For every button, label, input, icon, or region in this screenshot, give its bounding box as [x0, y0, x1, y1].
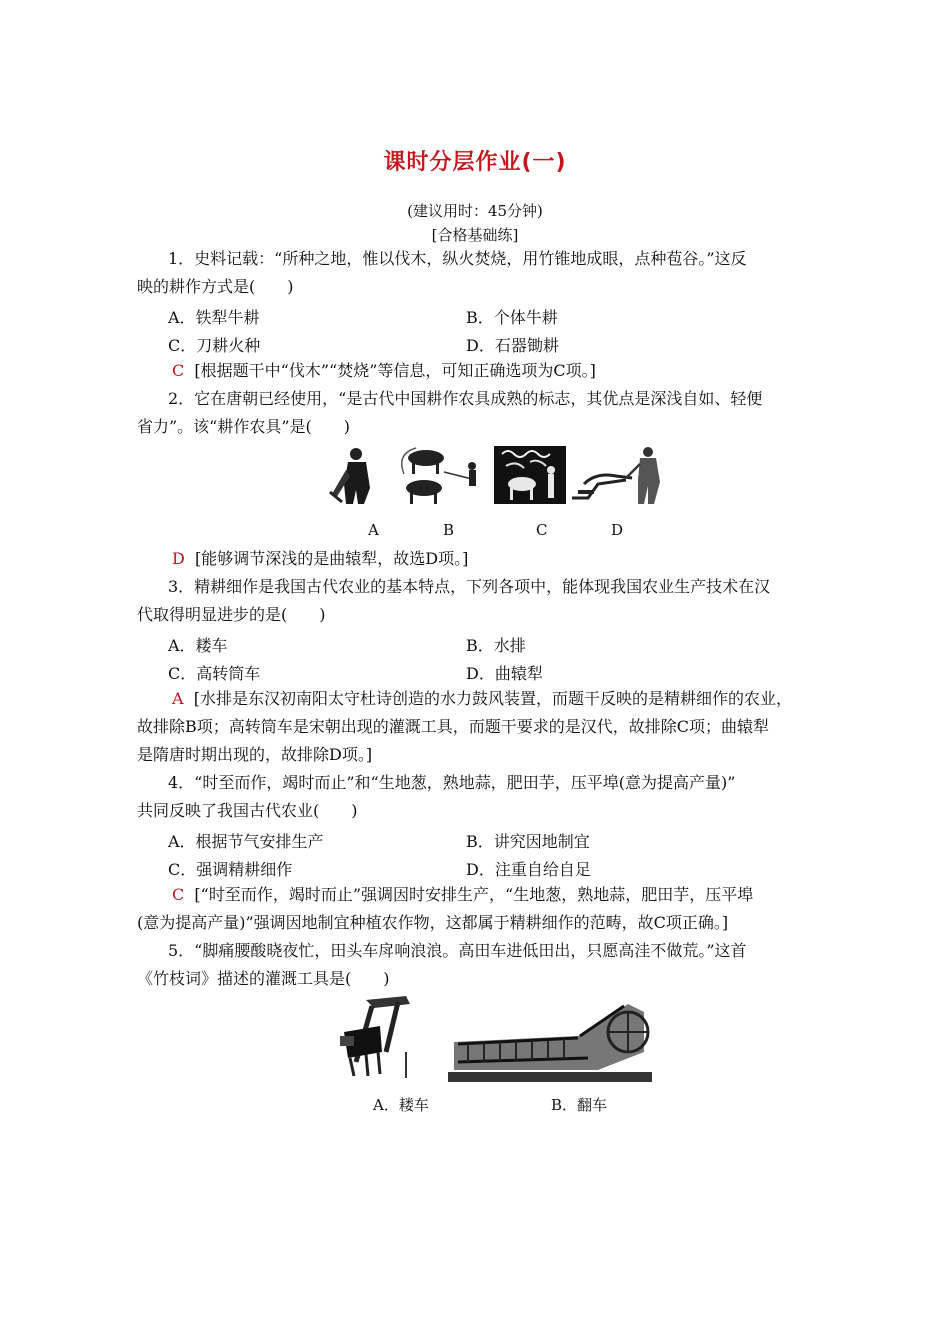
- q4-explanation-line2: (意为提高产量)”强调因地制宜种植农作物，这都属于精耕细作的范畴，故C项正确。]: [137, 913, 729, 932]
- q2-answer: D: [172, 549, 185, 568]
- section-heading: [合格基础练]: [431, 226, 519, 244]
- q2-label-c: C: [536, 521, 548, 539]
- q3-explanation-line2: 故排除B项；高转筒车是宋朝出现的灌溉工具，而题干要求的是汉代，故排除C项；曲辕犁: [137, 717, 770, 736]
- q3-answer: A: [172, 689, 184, 708]
- q3-explanation-line3: 是隋唐时期出现的，故排除D项。]: [137, 745, 373, 764]
- q1-option-d: D．石器锄耕: [466, 336, 559, 355]
- q3-option-a: A．耧车: [168, 636, 228, 655]
- q4-stem-line1: 4．“时至而作，竭时而止”和“生地葱，熟地蒜，肥田芋，压平埠(意为提高产量)”: [168, 773, 736, 792]
- q2-stem-line2: 省力”。该“耕作农具”是( ): [137, 417, 351, 436]
- q2-label-a: A: [368, 521, 379, 539]
- q5-figure-a-seed-drill: [336, 992, 418, 1082]
- q1-option-b: B．个体牛耕: [466, 308, 558, 327]
- q2-figure-a: [330, 448, 370, 504]
- q2-stem-line1: 2．它在唐朝已经使用，“是古代中国耕作农具成熟的标志，其优点是深浅自如、轻便: [168, 389, 763, 408]
- q4-option-a: A．根据节气安排生产: [168, 832, 324, 851]
- q4-explanation-line1: [“时至而作，竭时而止”强调因时安排生产，“生地葱，熟地蒜，肥田芋，压平埠: [194, 885, 754, 904]
- q4-option-b: B．讲究因地制宜: [466, 832, 590, 851]
- q3-explanation-line1: [水排是东汉初南阳太守杜诗创造的水力鼓风装置，而题干反映的是精耕细作的农业，: [193, 689, 792, 708]
- q1-stem-line1: 1．史料记载：“所种之地，惟以伐木，纵火焚烧，用竹锥地成眼，点种苞谷。”这反: [168, 249, 747, 268]
- q2-figure-b: [402, 448, 476, 504]
- q1-explanation: [根据题干中“伐木”“焚烧”等信息，可知正确选项为C项。]: [194, 361, 596, 380]
- q1-answer: C: [172, 361, 185, 380]
- page-title: 课时分层作业(一): [383, 150, 567, 175]
- q2-figure-c: [494, 446, 566, 504]
- q4-option-d: D．注重自给自足: [466, 860, 591, 879]
- q2-figure-strip: [326, 444, 672, 510]
- q4-answer: C: [172, 885, 185, 904]
- q5-stem-line2: 《竹枝词》描述的灌溉工具是( ): [137, 969, 390, 988]
- q5-label-a: A．耧车: [373, 1096, 429, 1114]
- q2-label-b: B: [443, 521, 455, 539]
- q4-option-c: C．强调精耕细作: [168, 860, 293, 879]
- q4-answer-line: [172, 885, 753, 905]
- q3-option-c: C．高转筒车: [168, 664, 261, 683]
- q1-answer-line: [172, 361, 596, 381]
- q1-option-c: C．刀耕火种: [168, 336, 261, 355]
- q5-stem-line1: 5．“脚痛腰酸晓夜忙，田头车戽响浪浪。高田车进低田出，只愿高洼不做荒。”这首: [168, 941, 747, 960]
- q5-figure-b-square-pallet-chain-pump: [448, 992, 652, 1086]
- q2-label-d: D: [611, 521, 624, 539]
- q3-answer-line: [172, 689, 792, 709]
- q3-option-b: B．水排: [466, 636, 526, 655]
- q1-stem-line2: 映的耕作方式是( ): [137, 277, 294, 296]
- q3-stem-line1: 3．精耕细作是我国古代农业的基本特点，下列各项中，能体现我国农业生产技术在汉: [168, 577, 771, 596]
- q3-stem-line2: 代取得明显进步的是( ): [137, 605, 326, 624]
- q3-option-d: D．曲辕犁: [466, 664, 543, 683]
- time-hint: (建议用时：45分钟): [407, 202, 543, 220]
- q2-explanation: [能够调节深浅的是曲辕犁，故选D项。]: [195, 549, 469, 568]
- q2-figure-d: [572, 447, 660, 504]
- q2-answer-line: [172, 549, 468, 569]
- q4-stem-line2: 共同反映了我国古代农业( ): [137, 801, 358, 820]
- q1-option-a: A．铁犁牛耕: [168, 308, 260, 327]
- q5-label-b: B．翻车: [551, 1096, 608, 1114]
